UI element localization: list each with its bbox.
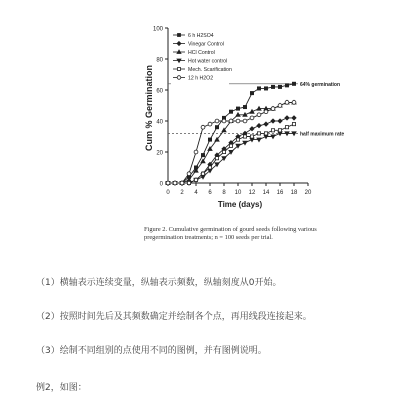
y-tick-label: 80 [156,57,163,64]
data-point [271,119,275,123]
data-point [292,123,295,126]
data-point [222,119,226,123]
data-point [285,84,288,87]
x-tick-label: 20 [304,190,312,196]
x-tick-label: 18 [290,190,298,196]
series-group [166,132,296,185]
data-point [278,129,281,132]
data-point [194,178,197,181]
x-tick-label: 2 [180,190,184,196]
data-point [285,116,289,120]
data-point [292,101,296,105]
data-point [285,126,288,129]
y-ticks [153,27,168,188]
data-point [187,181,190,184]
data-point [173,181,177,185]
data-point [264,110,268,114]
data-point [180,181,184,185]
x-tick-label: 16 [276,190,284,196]
x-axis-label: Time (days) [217,200,263,209]
data-point [250,138,254,142]
data-point [187,172,191,176]
notes-list [36,275,406,377]
data-point [236,107,239,110]
data-point [229,144,232,147]
data-point [264,87,267,90]
legend-label: Hot water control [188,58,228,65]
x-tick-label: 0 [166,190,170,196]
data-point [215,126,218,129]
note-item: （2）按照时间先后及其频数确定并绘制各个点，再用线段连接起来。 [36,312,312,322]
data-point [271,107,275,111]
data-point [257,138,261,142]
data-point [278,104,282,108]
note-item: （3）绘制不同组别的点使用不同的图例，并有图例说明。 [36,346,267,356]
legend-label: HCl Control [188,50,215,56]
data-point [278,119,282,123]
data-point [243,105,246,108]
legend-marker [177,76,181,80]
data-point [271,135,275,139]
data-point [166,181,170,185]
figure-caption-text: Cumulative germination of gourd seeds following various pregermination treatments; n = 100 seeds per trial. [144,226,317,241]
data-point [243,135,246,138]
data-point [222,150,225,153]
example-label: 例2，如图： [36,383,87,393]
reference-line-label: half maximum rate [300,131,345,138]
data-point [278,85,281,88]
y-tick-label: 0 [159,181,163,188]
data-point [229,110,232,113]
data-point [264,135,268,139]
x-tick-label: 10 [234,190,242,196]
data-point [257,132,260,135]
data-point [271,129,274,132]
x-tick-label: 6 [208,190,212,196]
data-point [243,119,247,123]
data-point [201,154,204,157]
y-tick-label: 100 [152,26,163,33]
legend-label: Vinegar Control [188,41,224,48]
data-point [236,119,240,123]
y-tick-label: 40 [156,119,163,126]
note-item: （1）横轴表示连续变量，纵轴表示频数，纵轴刻度从0开始。 [36,278,282,288]
data-point [229,119,233,123]
legend [171,30,232,85]
data-point [292,132,296,136]
data-point [285,101,289,105]
data-point [208,138,211,141]
data-point [250,135,253,138]
data-point [264,132,267,135]
data-point [250,110,254,114]
data-point [201,175,205,179]
reference-line-label: 64% germination [300,81,341,88]
data-point [285,132,289,136]
data-point [257,124,261,128]
data-point [243,141,247,145]
x-tick-label: 12 [248,190,256,196]
data-point [257,107,261,111]
data-point [271,85,274,88]
figure-caption [144,226,344,242]
data-point [208,122,212,126]
legend-marker [178,34,181,37]
legend-marker [178,68,181,71]
x-tick-label: 14 [262,190,270,196]
data-point [201,159,205,163]
data-point [236,138,239,141]
data-point [278,132,282,136]
data-point [250,116,254,120]
data-point [208,166,211,169]
legend-label: 12 h H2O2 [188,75,214,82]
y-tick-label: 60 [156,88,163,95]
data-point [250,92,253,95]
x-tick-label: 4 [194,190,198,196]
legend-label: Mech. Scarification [188,67,232,73]
data-point [257,113,261,117]
data-point [236,113,240,117]
figure-caption-label: Figure 2. [144,226,168,233]
y-axis-label: Cum % Germination [144,64,154,152]
x-tick-label: 8 [222,190,226,196]
y-tick-label: 20 [156,150,163,157]
data-point [201,125,205,129]
data-point [292,82,295,85]
data-point [243,113,247,117]
data-point [201,172,204,175]
data-point [215,157,218,160]
data-point [215,119,219,123]
data-point [264,122,268,126]
series-line [168,84,294,183]
data-point [292,116,296,120]
legend-label: 6 h H2SO4 [188,33,214,39]
data-point [194,150,198,154]
data-point [257,87,260,90]
